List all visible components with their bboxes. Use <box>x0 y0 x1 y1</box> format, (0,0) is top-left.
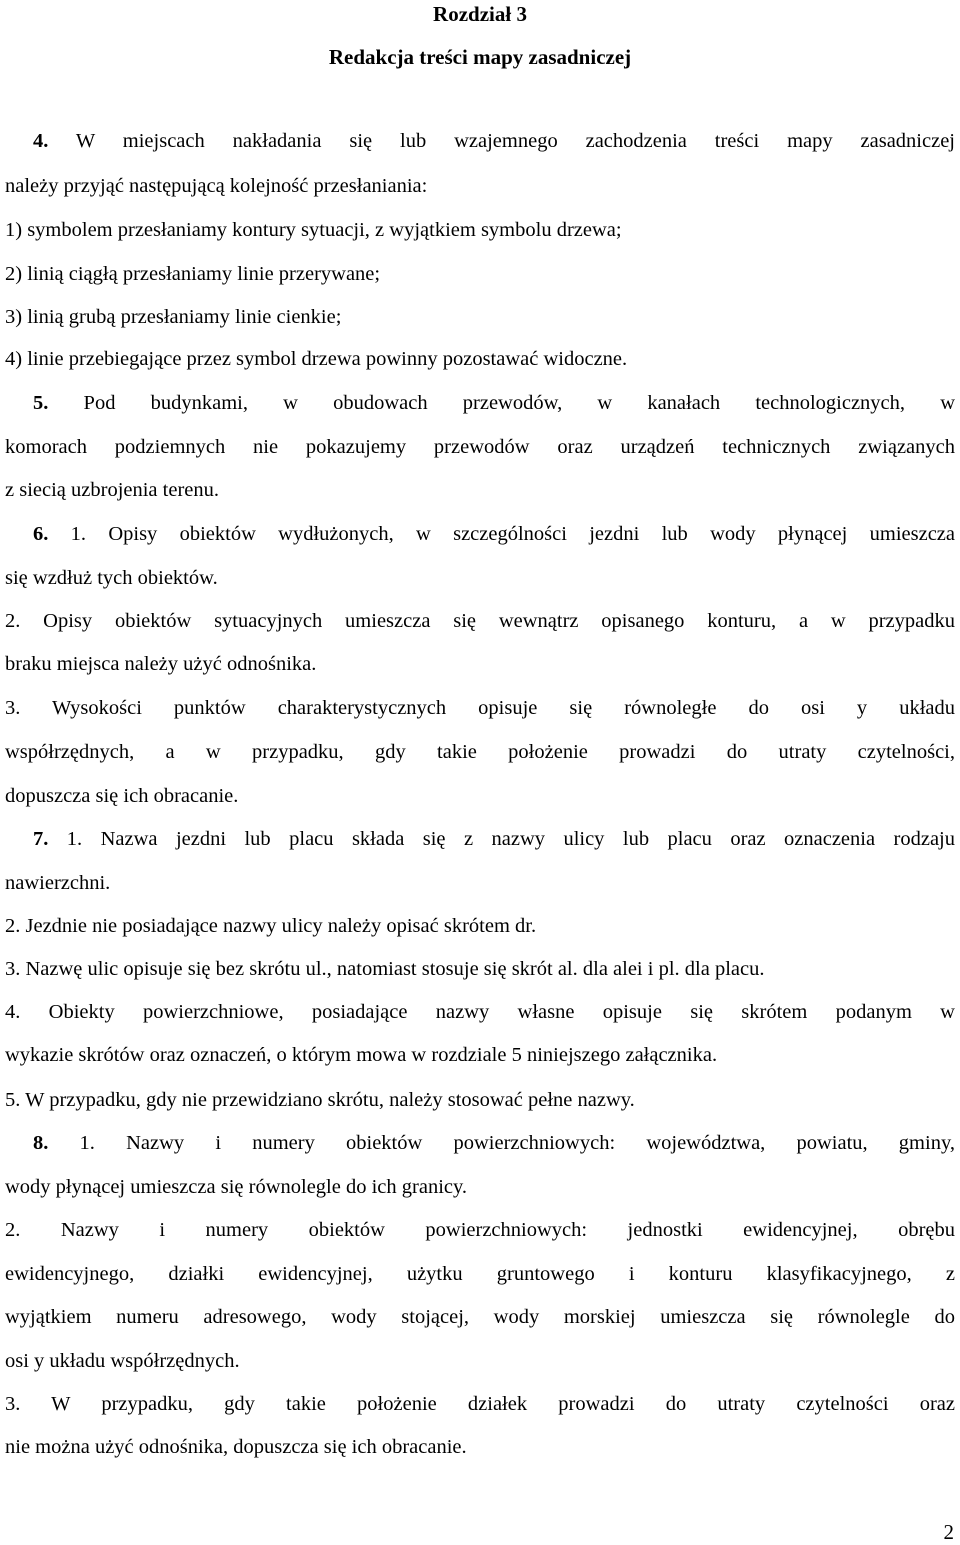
chapter-title: Redakcja treści mapy zasadniczej <box>328 45 632 69</box>
text-line <box>5 609 955 633</box>
line-text: dopuszcza się ich obracanie. <box>5 785 239 807</box>
line-text: 4. Obiekty powierzchniowe, posiadające nazwy własne opisuje się skrótem podanym w <box>5 1001 955 1023</box>
text-line <box>5 1218 955 1242</box>
text-line <box>5 1088 955 1112</box>
page-number: 2 <box>943 1520 954 1544</box>
line-text: współrzędnych, a w przypadku, gdy takie położenie prowadzi do utraty czytelności, <box>5 741 955 763</box>
text-line <box>5 957 955 981</box>
text-line <box>5 478 955 502</box>
line-text: należy przyjąć następującą kolejność przesłaniania: <box>5 175 428 197</box>
line-text: 4) linie przebiegające przez symbol drzewa powinny pozostawać widoczne. <box>5 348 628 370</box>
text-line <box>5 1175 955 1199</box>
text-line <box>33 391 955 415</box>
line-text: 3. Nazwę ulic opisuje się bez skrótu ul., natomiast stosuje się skrót al. dla alei i pl. dla placu. <box>5 958 765 980</box>
text-line <box>33 827 955 851</box>
line-text: Pod budynkami, w obudowach przewodów, w kanałach technologicznych, w <box>48 392 955 414</box>
line-text: 2) linią ciągłą przesłaniamy linie przerywane; <box>5 263 381 285</box>
paragraph-number: 6. <box>33 523 49 545</box>
line-text: komorach podziemnych nie pokazujemy przewodów oraz urządzeń technicznych związanych <box>5 436 955 458</box>
text-line <box>5 347 955 371</box>
text-line <box>5 174 955 198</box>
line-text: nie można użyć odnośnika, dopuszcza się ich obracanie. <box>5 1436 467 1458</box>
line-text: wyjątkiem numeru adresowego, wody stojącej, wody morskiej umieszcza się równolegle do <box>5 1306 955 1328</box>
line-text: 2. Nazwy i numery obiektów powierzchniowych: jednostki ewidencyjnej, obrębu <box>5 1219 955 1241</box>
line-text: 1. Opisy obiektów wydłużonych, w szczególności jezdni lub wody płynącej umieszcza <box>48 523 955 545</box>
text-line <box>5 435 955 459</box>
line-text: wykazie skrótów oraz oznaczeń, o którym mowa w rozdziale 5 niniejszego załącznika. <box>5 1044 718 1066</box>
line-text: 1. Nazwy i numery obiektów powierzchniowych: województwa, powiatu, gminy, <box>48 1132 955 1154</box>
line-text: 1) symbolem przesłaniamy kontury sytuacji, z wyjątkiem symbolu drzewa; <box>5 219 622 241</box>
line-text: nawierzchni. <box>5 872 111 894</box>
line-text: 2. Jezdnie nie posiadające nazwy ulicy należy opisać skrótem dr. <box>5 915 537 937</box>
paragraph-number: 4. <box>33 130 49 152</box>
text-line <box>5 1305 955 1329</box>
text-line <box>5 1392 955 1416</box>
line-text: 3. W przypadku, gdy takie położenie działek prowadzi do utraty czytelności oraz <box>5 1393 955 1415</box>
text-line <box>5 871 955 895</box>
text-line <box>5 1043 955 1067</box>
line-text: osi y układu współrzędnych. <box>5 1350 240 1372</box>
text-line <box>5 218 955 242</box>
text-line <box>33 129 955 153</box>
line-text: 3. Wysokości punktów charakterystycznych opisuje się równoległe do osi y układu <box>5 697 955 719</box>
text-line <box>5 1349 955 1373</box>
line-text: wody płynącej umieszcza się równolegle do ich granicy. <box>5 1176 468 1198</box>
text-line <box>5 305 955 329</box>
paragraph-number: 5. <box>33 392 49 414</box>
chapter-heading: Rozdział 3 <box>433 2 527 26</box>
text-line <box>5 1262 955 1286</box>
line-text: braku miejsca należy użyć odnośnika. <box>5 653 317 675</box>
text-line <box>33 522 955 546</box>
text-line <box>5 262 955 286</box>
line-text: 1. Nazwa jezdni lub placu składa się z nazwy ulicy lub placu oraz oznaczenia rodzaju <box>48 828 955 850</box>
line-text: 3) linią grubą przesłaniamy linie cienkie; <box>5 306 342 328</box>
text-line <box>33 1131 955 1155</box>
line-text: W miejscach nakładania się lub wzajemnego zachodzenia treści mapy zasadniczej <box>48 130 955 152</box>
paragraph-number: 8. <box>33 1132 49 1154</box>
text-line <box>5 784 955 808</box>
text-line <box>5 914 955 938</box>
text-line <box>5 566 955 590</box>
text-line <box>5 696 955 720</box>
line-text: z siecią uzbrojenia terenu. <box>5 479 219 501</box>
text-line <box>5 740 955 764</box>
text-line <box>5 1435 955 1459</box>
line-text: ewidencyjnego, działki ewidencyjnej, użytku gruntowego i konturu klasyfikacyjnego, z <box>5 1263 955 1285</box>
line-text: się wzdłuż tych obiektów. <box>5 567 218 589</box>
text-line <box>5 652 955 676</box>
line-text: 5. W przypadku, gdy nie przewidziano skrótu, należy stosować pełne nazwy. <box>5 1089 635 1111</box>
paragraph-number: 7. <box>33 828 49 850</box>
line-text: 2. Opisy obiektów sytuacyjnych umieszcza się wewnątrz opisanego konturu, a w przypadku <box>5 610 955 632</box>
text-line <box>5 1000 955 1024</box>
